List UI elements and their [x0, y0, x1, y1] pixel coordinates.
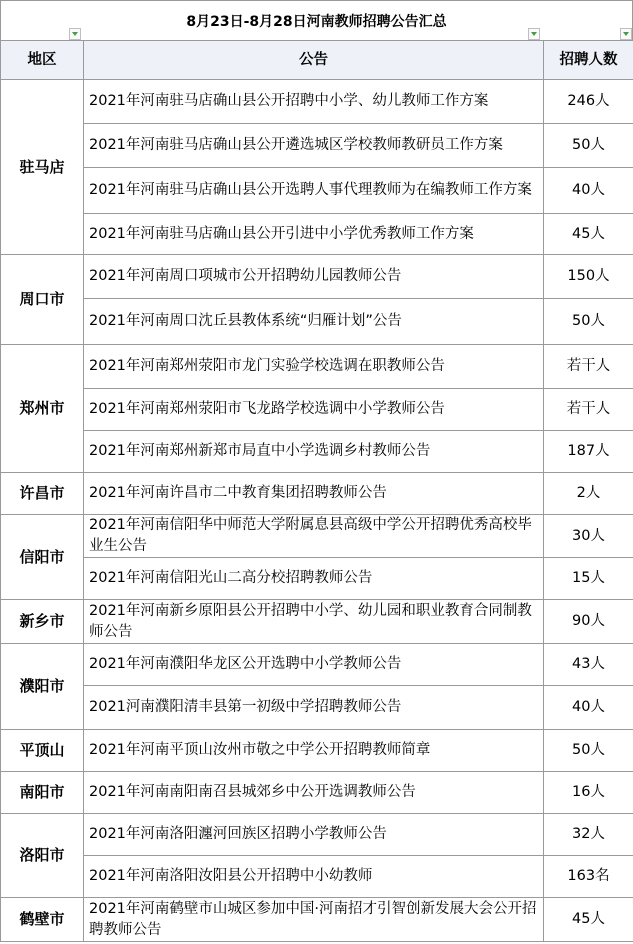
region-cell: 鹤壁市 — [1, 898, 84, 942]
count-cell: 40人 — [544, 168, 633, 214]
count-cell: 2人 — [544, 473, 633, 515]
count-cell: 187人 — [544, 431, 633, 473]
filter-dropdown-icon[interactable] — [69, 28, 81, 40]
table-row — [1, 431, 633, 473]
table-row — [1, 772, 633, 814]
notice-cell: 2021年河南周口沈丘县教体系统“归雁计划”公告 — [84, 299, 544, 345]
notice-cell: 2021年河南信阳华中师范大学附属息县高级中学公开招聘优秀高校毕业生公告 — [84, 515, 544, 558]
count-cell: 150人 — [544, 255, 633, 299]
notice-cell: 2021年河南郑州荥阳市飞龙路学校选调中小学教师公告 — [84, 389, 544, 431]
notice-cell: 2021年河南驻马店确山县公开招聘中小学、幼儿教师工作方案 — [84, 80, 544, 124]
count-cell: 45人 — [544, 214, 633, 255]
count-cell: 若干人 — [544, 345, 633, 389]
notice-cell: 2021年河南洛阳瀍河回族区招聘小学教师公告 — [84, 814, 544, 856]
table-row — [1, 600, 633, 644]
count-cell: 45人 — [544, 898, 633, 942]
count-cell: 15人 — [544, 558, 633, 600]
notice-cell: 2021年河南新乡原阳县公开招聘中小学、幼儿园和职业教育合同制教师公告 — [84, 600, 544, 644]
header-notice: 公告 — [84, 41, 544, 80]
table-title: 8月23日-8月28日河南教师招聘公告汇总 — [0, 0, 633, 40]
table-row — [1, 644, 633, 686]
count-cell: 50人 — [544, 124, 633, 168]
notice-cell: 2021年河南许昌市二中教育集团招聘教师公告 — [84, 473, 544, 515]
table-row — [1, 515, 633, 558]
table-row — [1, 730, 633, 772]
notice-cell: 2021年河南濮阳华龙区公开选聘中小学教师公告 — [84, 644, 544, 686]
count-cell: 90人 — [544, 600, 633, 644]
region-cell: 周口市 — [1, 255, 84, 345]
table-row — [1, 80, 633, 124]
region-cell: 新乡市 — [1, 600, 84, 644]
notice-cell: 2021年河南信阳光山二高分校招聘教师公告 — [84, 558, 544, 600]
table-row — [1, 345, 633, 389]
table-row — [1, 814, 633, 856]
notice-cell: 2021年河南驻马店确山县公开遴选城区学校教师教研员工作方案 — [84, 124, 544, 168]
table-row — [1, 168, 633, 214]
region-cell: 许昌市 — [1, 473, 84, 515]
count-cell: 246人 — [544, 80, 633, 124]
table-row — [1, 898, 633, 942]
notice-cell: 2021年河南驻马店确山县公开选聘人事代理教师为在编教师工作方案 — [84, 168, 544, 214]
recruitment-table — [0, 40, 633, 942]
count-cell: 163名 — [544, 856, 633, 898]
table-row — [1, 856, 633, 898]
region-cell: 洛阳市 — [1, 814, 84, 898]
filter-dropdown-icon[interactable] — [620, 28, 632, 40]
region-cell: 南阳市 — [1, 772, 84, 814]
notice-cell: 2021年河南洛阳汝阳县公开招聘中小幼教师 — [84, 856, 544, 898]
filter-dropdown-icon[interactable] — [528, 28, 540, 40]
table-row — [1, 299, 633, 345]
count-cell: 32人 — [544, 814, 633, 856]
region-cell: 信阳市 — [1, 515, 84, 600]
count-cell: 43人 — [544, 644, 633, 686]
count-cell: 50人 — [544, 299, 633, 345]
header-region: 地区 — [1, 41, 84, 80]
notice-cell: 2021年河南驻马店确山县公开引进中小学优秀教师工作方案 — [84, 214, 544, 255]
count-cell: 若干人 — [544, 389, 633, 431]
table-row — [1, 214, 633, 255]
notice-cell: 2021年河南周口项城市公开招聘幼儿园教师公告 — [84, 255, 544, 299]
notice-cell: 2021年河南南阳南召县城郊乡中公开选调教师公告 — [84, 772, 544, 814]
table-row — [1, 558, 633, 600]
notice-cell: 2021河南濮阳清丰县第一初级中学招聘教师公告 — [84, 686, 544, 730]
table-row — [1, 389, 633, 431]
region-cell: 驻马店 — [1, 80, 84, 255]
header-count: 招聘人数 — [544, 41, 633, 80]
notice-cell: 2021年河南鹤壁市山城区参加中国·河南招才引智创新发展大会公开招聘教师公告 — [84, 898, 544, 942]
region-cell: 郑州市 — [1, 345, 84, 473]
region-cell: 平顶山 — [1, 730, 84, 772]
region-cell: 濮阳市 — [1, 644, 84, 730]
notice-cell: 2021年河南平顶山汝州市敬之中学公开招聘教师简章 — [84, 730, 544, 772]
header-row — [1, 41, 633, 80]
count-cell: 50人 — [544, 730, 633, 772]
table-row — [1, 686, 633, 730]
count-cell: 40人 — [544, 686, 633, 730]
notice-cell: 2021年河南郑州荥阳市龙门实验学校选调在职教师公告 — [84, 345, 544, 389]
notice-cell: 2021年河南郑州新郑市局直中小学选调乡村教师公告 — [84, 431, 544, 473]
table-body — [1, 80, 633, 942]
count-cell: 30人 — [544, 515, 633, 558]
count-cell: 16人 — [544, 772, 633, 814]
table-row — [1, 124, 633, 168]
table-row — [1, 255, 633, 299]
table-row — [1, 473, 633, 515]
